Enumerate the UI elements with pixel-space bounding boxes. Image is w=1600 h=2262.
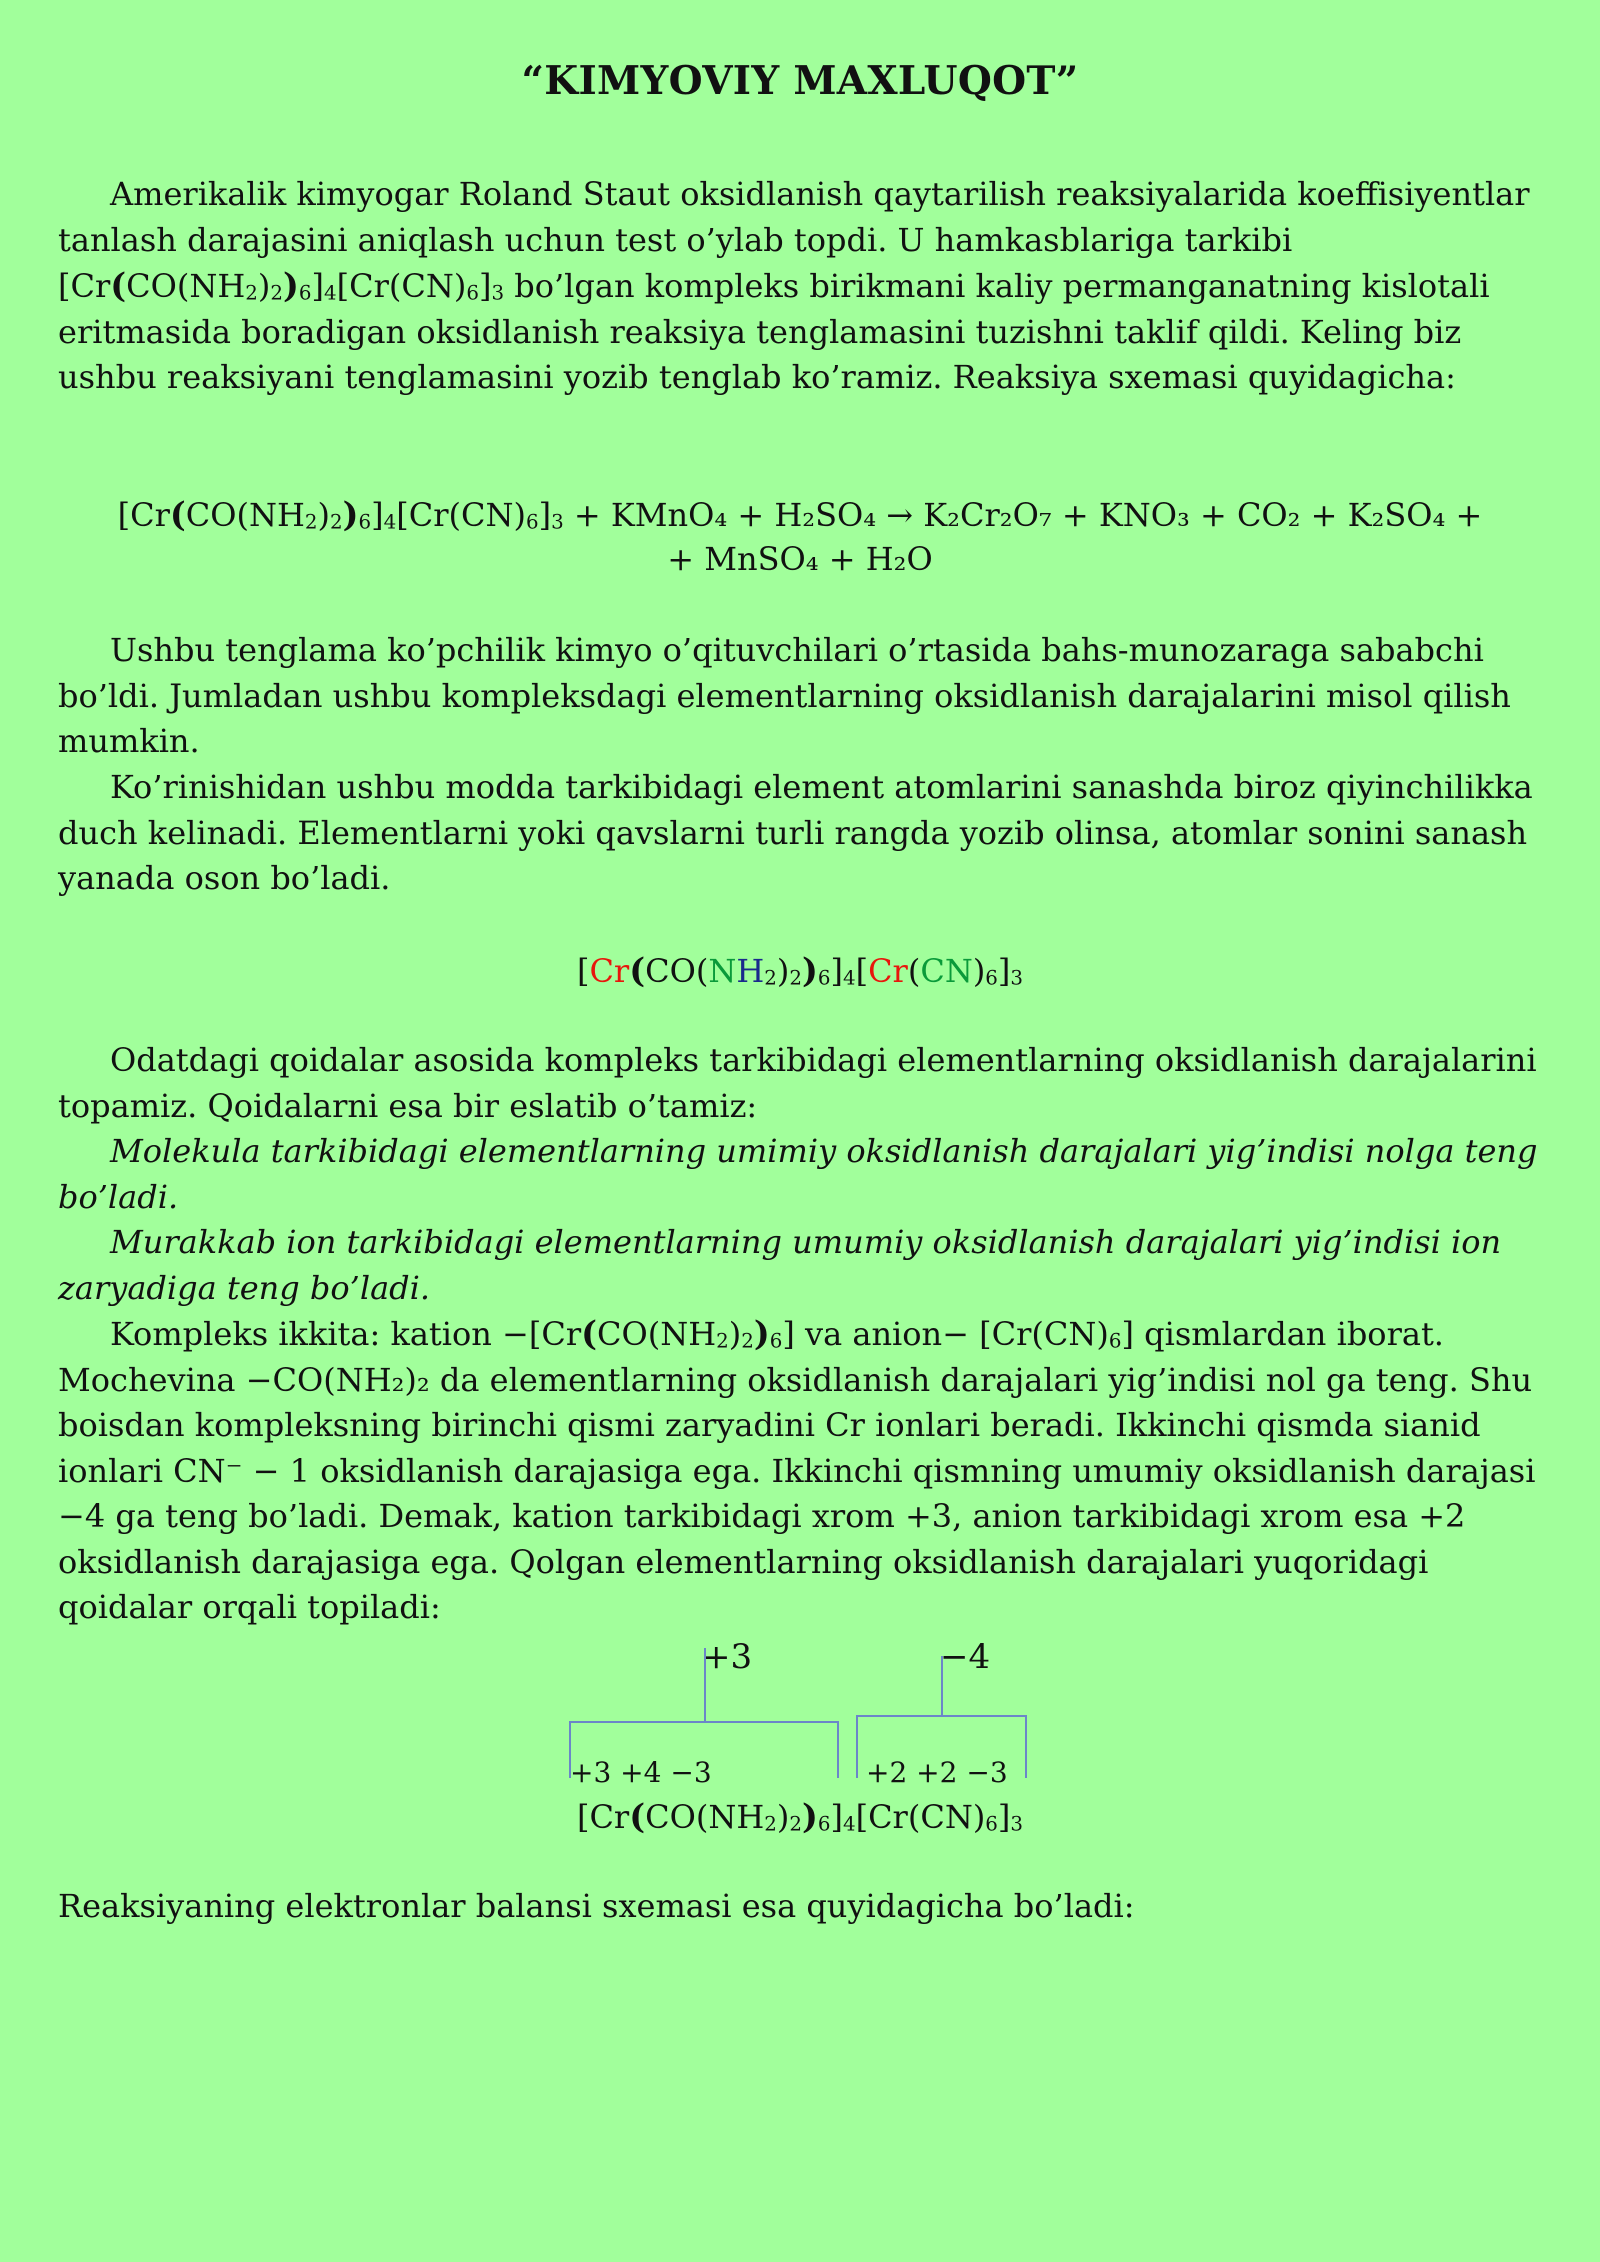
equation-complex-formula: $[Cr(CO(NH_2)_2)_6]_4[Cr(CN)_6]_3$ [117,494,564,534]
rule-ion: Murakkab ion tarkibidagi elementlarning umumiy oksidlanish darajalari yig’indisi ion zaryadiga teng bo’ladi. [58,1223,1502,1307]
intro-text-after: bo’lgan kompleks birikmani kaliy permanganatning kislotali eritmasida boradigan oksidlanish reaksiya tenglamasini tuzishni taklif qildi. Keling biz ushbu reaksiyani tenglamasini yozib tenglab ko’ramiz. Reaksiya sxemasi quyidagicha: [58,267,1490,396]
anion-formula: $[Cr(CN)_6]$ [979,1315,1134,1353]
document-title: “KIMYOVIY MAXLUQOT” [521,58,1079,104]
intro-text-before: Amerikalik kimyogar Roland Staut oksidlanish qaytarilish reaksiyalarida koeffisiyentlar tanlash darajasini aniqlash uchun test o’ylab topdi. U hamkasblariga tarkibi [58,175,1530,259]
cation-oxidation-states: +3 +4 −3 [570,1756,712,1789]
counting-paragraph: Ko’rinishidan ushbu modda tarkibidagi element atomlarini sanashda biroz qiyinchilikka duch kelinadi. Elementlarni yoki qavslarni turli rangda yozib olinsa, atomlar sonini sanash yanada oson bo’ladi. [58,768,1533,897]
complex-text-2: va anion− [805,1315,969,1353]
equation-line-1-tail: + KMnO₄ + H₂SO₄ → K₂Cr₂O₇ + KNO₃ + CO₂ + K₂SO₄ + [573,496,1483,534]
cation-formula: $[Cr(CO(NH_2)_2)_6]$ [528,1313,795,1353]
final-paragraph: Reaksiyaning elektronlar balansi sxemasi esa quyidagicha bo’ladi: [58,1887,1135,1925]
diagram-complex-formula: $[Cr(CO(NH_2)_2)_6]_4[Cr(CN)_6]_3$ [576,1796,1024,1836]
rules-intro-paragraph: Odatdagi qoidalar asosida kompleks tarkibidagi elementlarning oksidlanish darajalarini topamiz. Qoidalarni esa bir eslatib o’tamiz: [58,1041,1537,1125]
complex-text-3: qismlardan iborat. Mochevina −CO(NH₂)₂ da elementlarning oksidlanish darajalari yig’indisi nol ga teng. Shu boisdan kompleksning birinchi qismi zaryadini Cr ionlari beradi. Ikkinchi qismda sianid ionlari CN⁻ − 1 oksidlanish darajasiga ega. Ikkinchi qismning umumiy oksidlanish darajasi −4 ga teng bo’ladi. Demak, kation tarkibidagi xrom +3, anion tarkibidagi xrom esa +2 oksidlanish darajasiga ega. Qolgan elementlarning oksidlanish darajalari yuqoridagi qoidalar orqali topiladi: [58,1315,1536,1626]
complex-text-1: Kompleks ikkita: kation − [110,1315,529,1353]
anion-oxidation-states: +2 +2 −3 [866,1756,1008,1789]
reaction-equation-line-2: + MnSO₄ + H₂O [667,540,933,578]
intro-complex-formula: $[Cr(CO(NH_2)_2)_6]_4[Cr(CN)_6]_3$ [58,265,505,305]
cation-charge-label: +3 [702,1637,753,1677]
debate-paragraph: Ushbu tenglama ko’pchilik kimyo o’qituvchilari o’rtasida bahs-munozaraga sababchi bo’ldi. Jumladan ushbu kompleksdagi elementlarning oksidlanish darajalarini misol qilish mumkin. [58,631,1511,760]
rule-molecule: Molekula tarkibidagi elementlarning umimiy oksidlanish darajalari yig’indisi nolga teng bo’ladi. [58,1132,1538,1216]
anion-charge-label: −4 [940,1637,991,1677]
colored-complex-formula: $[Cr(CO(NH_2)_2)_6]_4[Cr(CN)_6]_3$ [576,950,1024,990]
